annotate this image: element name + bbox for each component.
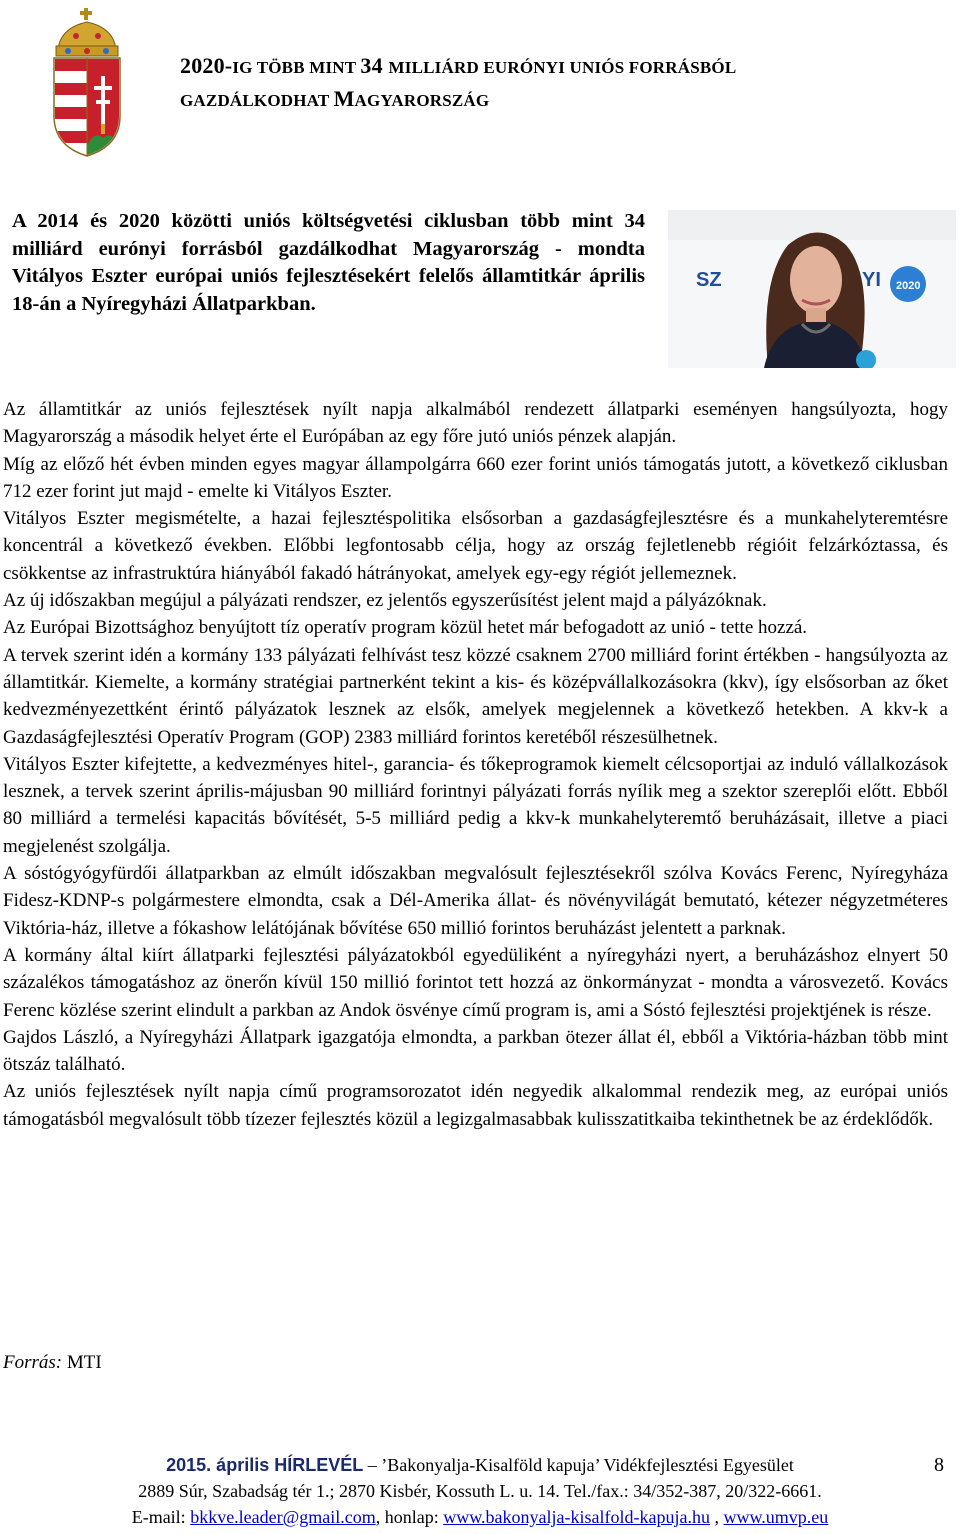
page-footer xyxy=(0,1452,960,1530)
footer-address: 2889 Súr, Szabadság tér 1.; 2870 Kisbér, Kossuth L. u. 14. Tel./fax.: 34/352-387, 20/322-6661. xyxy=(138,1481,822,1501)
page-number: 8 xyxy=(934,1454,944,1476)
article-title: 2020-IG TÖBB MINT 34 MILLIÁRD EURÓNYI UNIÓS FORRÁSBÓL GAZDÁLKODHAT MAGYARORSZÁG xyxy=(180,53,737,111)
source-value: MTI xyxy=(62,1352,102,1373)
paragraph: Gajdos László, a Nyíregyházi Állatpark igazgatója elmondta, a parkban ötezer állat él, ebből a Viktória-házban több mint ötszáz található. xyxy=(3,1026,948,1076)
paragraph: Az uniós fejlesztések nyílt napja című programsorozatot idén negyedik alkalommal rendezik meg, az európai uniós támogatásból megvalósult több tízezer fejlesztés közül a legizgalmasabbak kulisszatitkaiba tekinthetnek be az érdeklődők. xyxy=(3,1081,948,1130)
article-source xyxy=(3,1349,102,1376)
paragraph: A tervek szerint idén a kormány 133 pályázati felhívást tesz közzé csaknem 2700 milliárd forint értékben - hangsúlyozta az államtitkár. Kiemelte, a kormány stratégiai partnerként tekint a kis- és középvállalkozásokra (kkv), így elsősorban az őket kedvezményezettként érintő pályázatok lesznek az elsők, amelyek megjelennek a következő hetekben. A kkv-k a Gazdaságfejlesztési Operatív Program (GOP) 2383 milliárd forintos keretéből részesülhetnek. xyxy=(3,644,948,748)
article-photo xyxy=(668,210,956,368)
paragraph: Vitályos Eszter kifejtette, a kedvezményes hitel-, garancia- és tőkeprogramok kiemelt célcsoportjai az induló vállalkozások lesznek, a tervek szerint április-májusban 90 milliárd forintnyi pályázati forrás nyílik meg a szektor szereplői előtt. Ebből 80 milliárd a termelési kapacitás bővítését, 5-5 milliárd pedig a kkv-k munkahelyteremtő beruházásait, illetve a piaci megjelenést szolgálja. xyxy=(3,753,948,857)
paragraph: Az új időszakban megújul a pályázati rendszer, ez jelentős egyszerűsítést jelent majd a pályázóknak. xyxy=(3,590,767,612)
footer-contacts: E-mail: bkkve.leader@gmail.com, honlap: www.bakonyalja-kisalfold-kapuja.hu , www.umvp.eu xyxy=(131,1507,829,1527)
paragraph: A sóstógyógyfürdői állatparkban az elmúlt időszakban megvalósult fejlesztésekről szólva Kovács Ferenc, Nyíregyháza Fidesz-KDNP-s polgármestere elmondta, csak a Dél-Amerika állat- és növényvilágát bemutató, kétezer négyzetméteres Viktória-ház, illetve a fókashow lelátójának bővítése 650 millió forintos beruházást jelentett a parknak. xyxy=(3,863,948,939)
website-link-umvp[interactable]: www.umvp.eu xyxy=(723,1507,829,1527)
svg-text:SZ: SZ xyxy=(696,269,722,291)
paragraph: A kormány által kiírt állatparki fejlesztési pályázatokból egyedüliként a nyíregyházi nyert, a beruházáshoz elnyert 50 százalékos támogatáshoz az önerőn kívül 150 millió forintot tett hozzá az önkormányzat - mondta a városvezető. Kovács Ferenc közlése szerint elindult a parkban az Andok ösvénye című program is, ami a Sóstó fejlesztési projektjének is része. xyxy=(3,944,948,1021)
svg-text:YI: YI xyxy=(862,269,881,291)
paragraph: Az Európai Bizottsághoz benyújtott tíz operatív program közül hetet már befogadott az unió - tette hozzá. xyxy=(3,617,808,639)
article-lead: A 2014 és 2020 közötti uniós költségvetési ciklusban több mint 34 milliárd eurónyi forrásból gazdálkodhat Magyarország - mondta Vitályos Eszter európai uniós fejlesztésekért felelős államtitkár április 18-án a Nyíregyházi Állatparkban. xyxy=(12,210,645,315)
paragraph: Míg az előző hét évben minden egyes magyar állampolgárra 660 ezer forint uniós támogatás jutott, a következő ciklusban 712 ezer forint jut majd - emelte ki Vitályos Eszter. xyxy=(3,453,948,502)
footer-newsletter-line xyxy=(0,1452,960,1478)
paragraph: Vitályos Eszter megismételte, a hazai fejlesztéspolitika elsősorban a gazdaságfejlesztésre és a munkahelyteremtésre koncentrál a következő években. Előbbi legfontosabb célja, hogy az ország fejletlenebb régióit felzárkóztassa, és csökkentse az infrastruktúra hiányából fakadó hátrányokat, amelyek egy-egy régiót jellemeznek. xyxy=(3,508,948,584)
hungarian-coat-of-arms-logo xyxy=(48,6,126,158)
svg-text:2020: 2020 xyxy=(896,280,921,292)
article-body xyxy=(3,396,948,1133)
paragraph: Az államtitkár az uniós fejlesztések nyílt napja alkalmából rendezett állatparki eseményen hangsúlyozta, hogy Magyarország a második helyet érte el Európában az egy főre jutó uniós pénzek alapján. xyxy=(3,399,948,448)
email-link[interactable]: bkkve.leader@gmail.com xyxy=(190,1507,376,1527)
website-link[interactable]: www.bakonyalja-kisalfold-kapuja.hu xyxy=(443,1507,710,1527)
footer-newsletter-date: 2015. április HÍRLEVÉL xyxy=(166,1455,364,1475)
source-label: Forrás: xyxy=(3,1352,63,1373)
footer-organization: – ’Bakonyalja-Kisalföld kapuja’ Vidékfejlesztési Egyesület xyxy=(363,1455,794,1475)
